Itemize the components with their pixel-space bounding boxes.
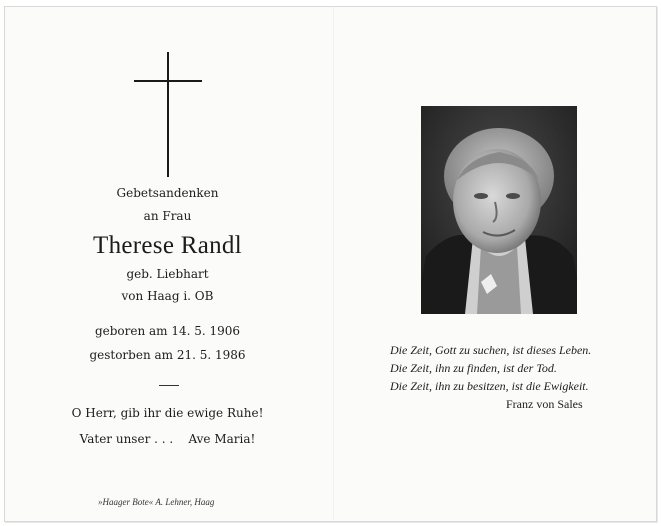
printer-credit: »Haager Bote« A. Lehner, Haag <box>98 497 215 507</box>
portrait-photo-graphic <box>421 106 577 314</box>
prayer-line-1: O Herr, gib ihr die ewige Ruhe! <box>71 406 264 420</box>
heading: Gebetsandenken <box>116 186 219 200</box>
origin: von Haag i. OB <box>121 289 214 303</box>
salutation: an Frau <box>143 209 192 223</box>
quote-line-3: Die Zeit, ihn zu besitzen, ist die Ewigkeit. <box>390 379 589 393</box>
maiden-name: geb. Liebhart <box>126 267 209 281</box>
portrait-photo <box>421 106 577 314</box>
cross-icon <box>167 52 169 177</box>
deceased-name: Therese Randl <box>93 232 242 259</box>
cross-icon-bar <box>134 80 202 82</box>
quote-author: Franz von Sales <box>506 397 583 411</box>
card-fold <box>333 6 334 520</box>
prayer-line-2: Vater unser . . . Ave Maria! <box>79 432 256 446</box>
divider <box>159 385 179 386</box>
quote-line-1: Die Zeit, Gott zu suchen, ist dieses Leben. <box>390 343 592 357</box>
death-date: gestorben am 21. 5. 1986 <box>89 348 246 362</box>
quote-line-2: Die Zeit, ihn zu finden, ist der Tod. <box>390 361 557 375</box>
birth-date: geboren am 14. 5. 1906 <box>94 324 241 338</box>
